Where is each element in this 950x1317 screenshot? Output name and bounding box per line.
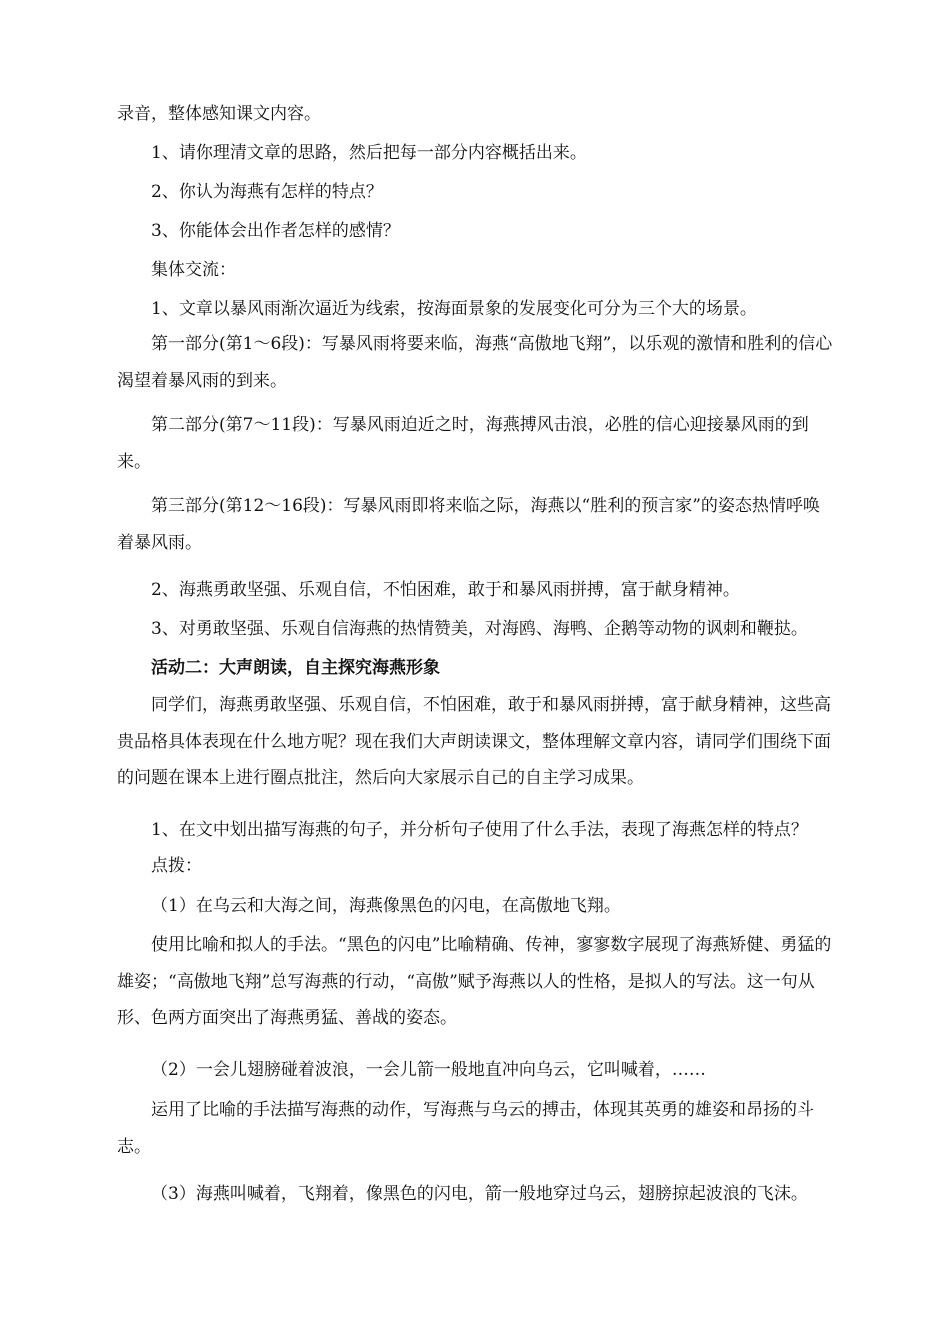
- paragraph: （2）一会儿翅膀碰着波浪，一会儿箭一般地直冲向乌云，它叫喊着，……: [151, 1060, 706, 1080]
- paragraph: 1、请你理清文章的思路，然后把每一部分内容概括出来。: [151, 143, 587, 163]
- paragraph: 集体交流：: [151, 260, 236, 280]
- paragraph: 3、对勇敢坚强、乐观自信海燕的热情赞美，对海鸥、海鸭、企鹅等动物的讽刺和鞭挞。: [151, 619, 808, 639]
- paragraph: 点拨：: [151, 856, 202, 876]
- paragraph: （1）在乌云和大海之间，海燕像黑色的闪电，在高傲地飞翔。: [151, 896, 621, 916]
- paragraph: 同学们，海燕勇敢坚强、乐观自信，不怕困难，敢于和暴风雨拼搏，富于献身精神，这些高贵品格具体表现在什么地方呢？现在我们大声朗读课文，整体理解文章内容，请同学们围绕下面的问题在课本上进行圈点批注，然后向大家展示自己的自主学习成果。: [117, 695, 831, 788]
- paragraph: （3）海燕叫喊着，飞翔着，像黑色的闪电，箭一般地穿过乌云，翅膀掠起波浪的飞沫。: [151, 1184, 808, 1204]
- paragraph: 第一部分(第1～6段)：写暴风雨将要来临，海燕“高傲地飞翔”，以乐观的激情和胜利的信心渴望着暴风雨的到来。: [117, 334, 833, 391]
- paragraph: 运用了比喻的手法描写海燕的动作，写海燕与乌云的搏击，体现其英勇的雄姿和昂扬的斗志。: [117, 1100, 814, 1157]
- section-heading: 活动二：大声朗读，自主探究海燕形象: [151, 658, 440, 678]
- paragraph: 2、海燕勇敢坚强、乐观自信，不怕困难，敢于和暴风雨拼搏，富于献身精神。: [151, 580, 740, 600]
- paragraph: 2、你认为海燕有怎样的特点？: [151, 182, 383, 202]
- paragraph: 使用比喻和拟人的手法。“黑色的闪电”比喻精确、传神，寥寥数字展现了海燕矫健、勇猛的雄姿；“高傲地飞翔”总写海燕的行动，“高傲”赋予海燕以人的性格，是拟人的写法。这一句从形、色两方面突出了海燕勇猛、善战的姿态。: [117, 935, 832, 1028]
- paragraph: 3、你能体会出作者怎样的感情？: [151, 221, 400, 241]
- paragraph: 录音，整体感知课文内容。: [117, 104, 321, 124]
- paragraph: 第二部分(第7～11段)：写暴风雨迫近之时，海燕搏风击浪，必胜的信心迎接暴风雨的到来。: [117, 415, 809, 472]
- paragraph: 1、文章以暴风雨渐次逼近为线索，按海面景象的发展变化可分为三个大的场景。: [151, 299, 757, 319]
- paragraph: 1、在文中划出描写海燕的句子，并分析句子使用了什么手法，表现了海燕怎样的特点？: [151, 820, 808, 840]
- paragraph: 第三部分(第12～16段)：写暴风雨即将来临之际，海燕以“胜利的预言家”的姿态热情呼唤着暴风雨。: [117, 496, 820, 553]
